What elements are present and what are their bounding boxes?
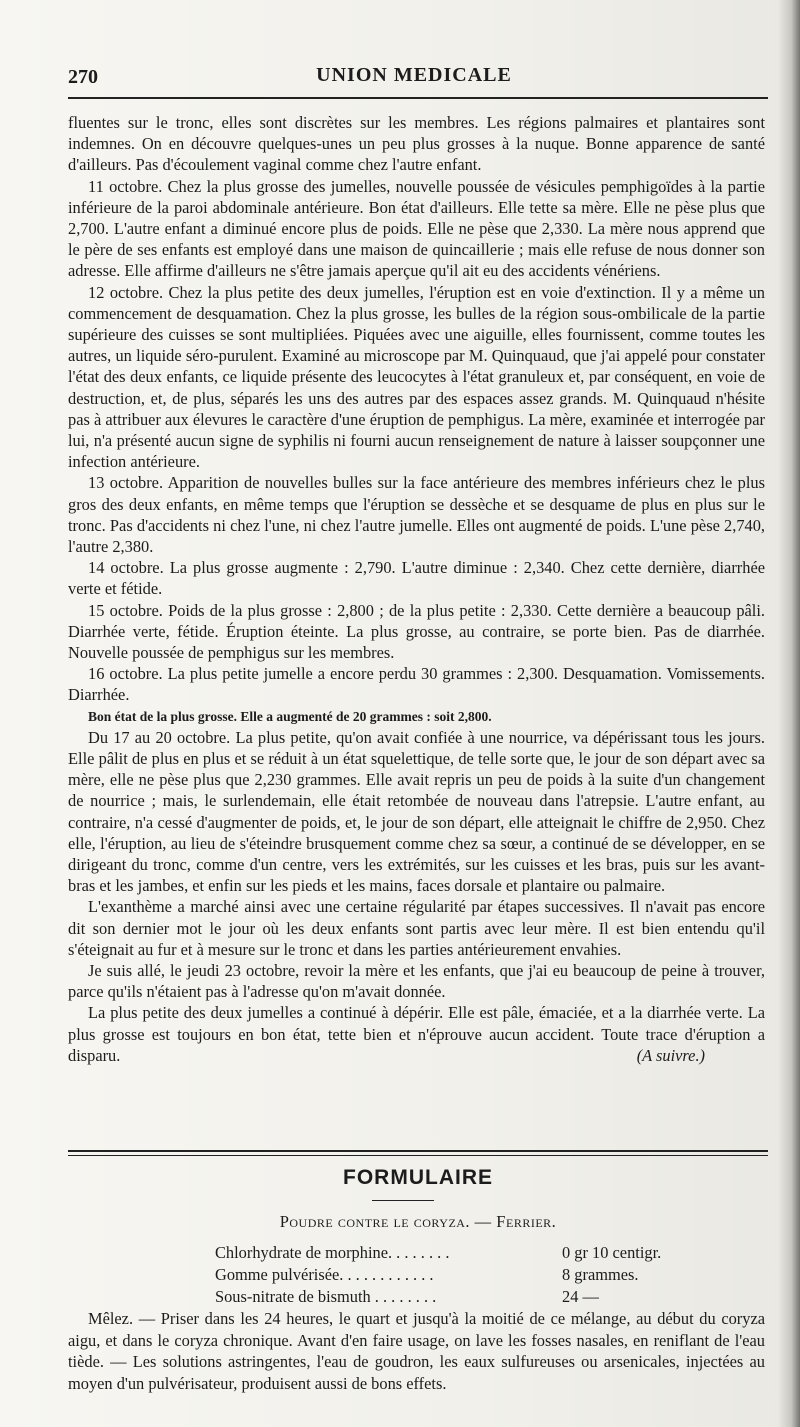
paragraph: 15 octobre. Poids de la plus grosse : 2,800 ; de la plus petite : 2,330. Cette dernière a beaucoup pâli. Diarrhée verte, fétide. Éruption éteinte. La plus grosse, au contraire, se porte bien. Pas de diarrhée. Nouvelle poussée de pemphigus sur les membres. xyxy=(68,600,765,663)
section-title: FORMULAIRE xyxy=(343,1166,493,1189)
paragraph-last xyxy=(68,1002,765,1066)
paragraph-text: La plus petite des deux jumelles a continué à dépérir. Elle est pâle, émaciée, et a la diarrhée verte. La plus grosse est toujours en bon état, tette bien et n'éprouve aucun accident. Toute trace d'éruption a disparu. xyxy=(68,1003,765,1065)
recipe-title: Poudre contre le coryza. — Ferrier. xyxy=(279,1212,557,1231)
ingredient-row xyxy=(215,1286,715,1308)
ingredient-name: Chlorhydrate de morphine. . . . . . . . xyxy=(215,1243,450,1262)
section-rule xyxy=(68,1150,768,1152)
paragraph: 12 octobre. Chez la plus petite des deux jumelles, l'éruption est en voie d'extinction. Il y a même un commencement de desquamation. Chez la plus grosse, les bulles de la région sous-ombilicale de la partie supérieure des cuisses se sont multipliées. Piquées avec une aiguille, elles fournissent, comme toutes les autres, un liquide séro-purulent. Examiné au microscope par M. Quinquaud, que j'ai appelé pour constater l'état des deux enfants, ce liquide présente des leucocytes à l'état granuleux et, par conséquent, en voie de destruction, et, de plus, séparés les uns des autres par des espaces assez grands. M. Quinquaud n'hésite pas à attribuer aux élevures le caractère d'une éruption de pemphigus. La mère, examinée et interrogée par lui, n'a présenté aucun signe de syphilis ni fourni aucun renseignement de nature à laisser soupçonner une infection antérieure. xyxy=(68,282,765,472)
ingredient-name: Gomme pulvérisée. . . . . . . . . . . . xyxy=(215,1265,434,1284)
paragraph: 13 octobre. Apparition de nouvelles bulles sur la face antérieure des membres inférieurs chez le plus gros des deux enfants, en même temps que l'éruption se dessèche et se desquame de plus en plus sur le tronc. Pas d'accidents ni chez l'une, ni chez l'autre jumelle. Elles ont augmenté de poids. L'une pèse 2,740, l'autre 2,380. xyxy=(68,473,765,557)
header-rule xyxy=(68,97,768,99)
paragraph: 11 octobre. Chez la plus grosse des jumelles, nouvelle poussée de vésicules pemphigoïdes à la partie inférieure de la paroi abdominale antérieure. Bon état d'ailleurs. Elle tette sa mère. Elle ne pèse plus que 2,700. L'autre enfant a diminué encore plus de poids. Elle ne pèse que 2,330. La mère nous apprend que le père de ses enfants est employé dans une maison de quincaillerie ; mais elle refuse de nous donner son adresse. Elle affirme d'ailleurs ne s'être jamais aperçue qu'il ait eu des accidents vénériens. xyxy=(68,176,765,281)
paragraph: Du 17 au 20 octobre. La plus petite, qu'on avait confiée à une nourrice, va dépérissant tous les jours. Elle pâlit de plus en plus et se réduit à un état squelettique, de telle sorte que, le jour de son départ avec sa mère, elle ne pèse plus que 2,230 grammes. Elle avait repris un peu de poids à la suite d'un changement de nourrice ; mais, le surlendemain, elle était retombée de nouveau dans l'atrepsie. L'autre enfant, au contraire, n'a cessé d'augmenter de poids, et, le jour de son départ, elle atteignait le chiffre de 2,950. Chez elle, l'éruption, au lieu de s'éteindre brusquement comme chez sa sœur, a continué de se développer, en se dirigeant du tronc, comme d'un centre, vers les extrémités, sur les cuisses et les bras, puis sur les avant-bras et les jambes, et enfin sur les pieds et les mains, faces dorsale et plantaire ou palmaire. xyxy=(68,727,765,896)
title-rule xyxy=(372,1200,434,1201)
page-header xyxy=(68,62,760,92)
paragraph: 14 octobre. La plus grosse augmente : 2,790. L'autre diminue : 2,340. Chez cette dernière, diarrhée verte et fétide. xyxy=(68,558,765,599)
usage-instructions xyxy=(68,1308,765,1394)
article-body xyxy=(68,112,765,1066)
usage-paragraph: Mêlez. — Priser dans les 24 heures, le quart et jusqu'à la moitié de ce mélange, au début du coryza aigu, et dans le coryza chronique. Avant d'en faire usage, on lave les fosses nasales, en reniflant de l'eau tiède. — Les solutions astringentes, l'eau de goudron, les eaux sulfureuses ou arsenicales, injectées au moyen d'un pulvérisateur, produisent aussi de bons effets. xyxy=(68,1309,765,1393)
ingredient-row xyxy=(215,1264,715,1286)
ingredient-name: Sous-nitrate de bismuth . . . . . . . . xyxy=(215,1287,437,1306)
page-number: 270 xyxy=(68,66,98,88)
section-rule-thin xyxy=(68,1155,768,1156)
paragraph: L'exanthème a marché ainsi avec une certaine régularité par étapes successives. Il n'avait pas encore dit son dernier mot le jour où les deux enfants sont partis avec leur mère. Il est bien entendu qu'il s'éteignait au fur et à mesure sur le tronc et dans les parties antérieurement envahies. xyxy=(68,897,765,959)
journal-title: UNION MEDICALE xyxy=(316,64,512,86)
ingredient-quantity: 0 gr 10 centigr. xyxy=(562,1243,662,1262)
ingredient-list xyxy=(215,1242,715,1308)
paragraph: Je suis allé, le jeudi 23 octobre, revoir la mère et les enfants, que j'ai eu beaucoup de peine à trouver, parce qu'ils n'étaient pas à l'adresse qu'on m'avait donnée. xyxy=(68,960,765,1002)
ingredient-quantity: 24 — xyxy=(562,1287,599,1306)
paragraph: 16 octobre. La plus petite jumelle a encore perdu 30 grammes : 2,300. Desquamation. Vomissements. Diarrhée. xyxy=(68,664,765,705)
to-be-continued: (A suivre.) xyxy=(636,1045,705,1065)
ingredient-row xyxy=(215,1242,715,1264)
book-spine-shadow xyxy=(778,0,800,1427)
paragraph: fluentes sur le tronc, elles sont discrètes sur les membres. Les régions palmaires et plantaires sont indemnes. On en découvre quelques-unes un peu plus grosses à la nuque. Bonne apparence de santé d'ailleurs. Pas d'écoulement vaginal comme chez l'autre enfant. xyxy=(68,113,765,175)
paragraph: Bon état de la plus grosse. Elle a augmenté de 20 grammes : soit 2,800. xyxy=(88,708,492,724)
ingredient-quantity: 8 grammes. xyxy=(562,1265,639,1284)
